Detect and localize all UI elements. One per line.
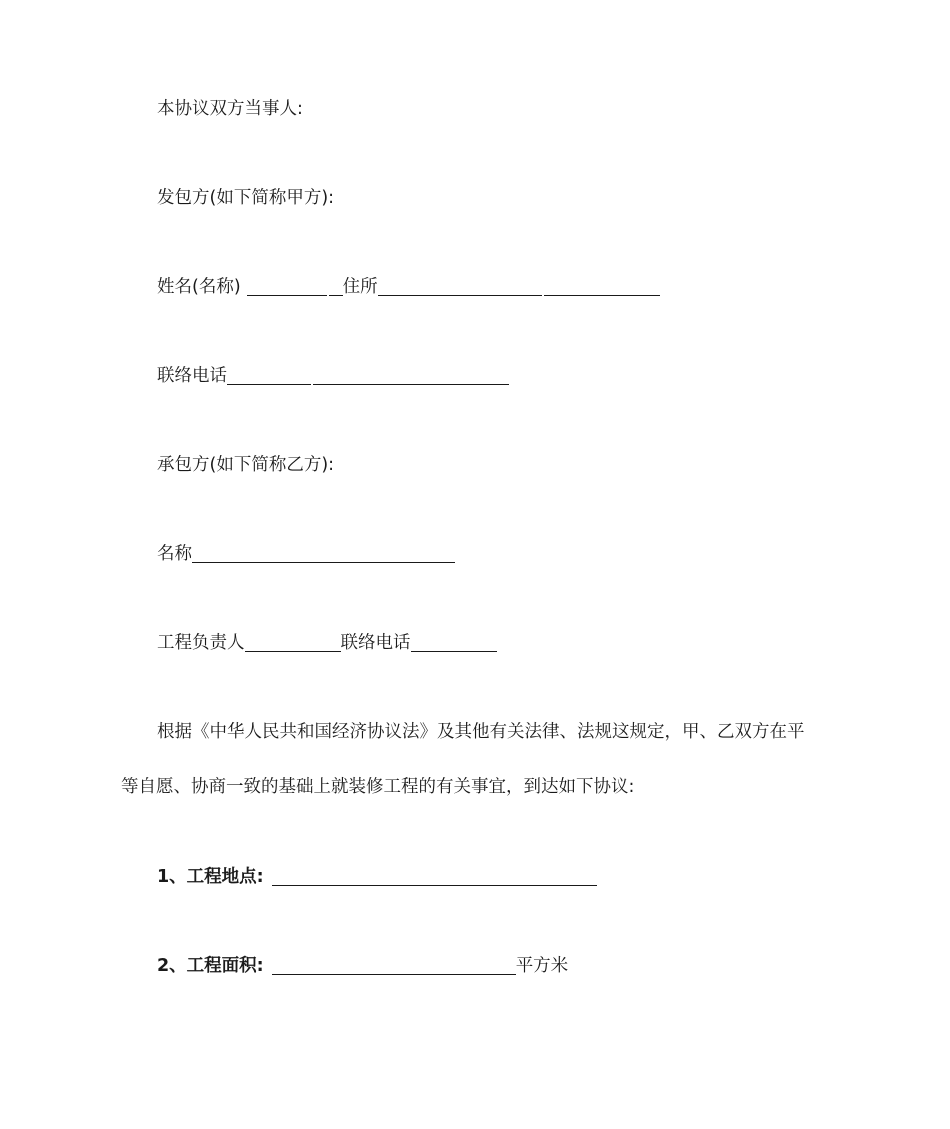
project-manager-phone-label: 联络电话 xyxy=(340,633,411,653)
party-a-address-blank-extra[interactable] xyxy=(544,277,660,296)
agreement-paragraph-line2-text: 等自愿、协商一致的基础上就装修工程的有关事宜，到达如下协议: xyxy=(121,777,635,797)
parties-intro xyxy=(157,98,303,120)
party-a-address-blank[interactable] xyxy=(378,277,542,296)
party-b-heading xyxy=(157,454,334,476)
clause2-label: 2、工程面积: xyxy=(157,956,264,976)
party-a-heading-text: 发包方(如下简称甲方): xyxy=(157,188,335,208)
party-b-heading-text: 承包方(如下简称乙方): xyxy=(157,455,335,475)
clause1-line xyxy=(157,866,597,888)
party-a-name-label: 姓名(名称) xyxy=(157,277,241,297)
party-b-name-blank[interactable] xyxy=(192,544,455,563)
party-a-name-blank[interactable] xyxy=(247,277,327,296)
party-a-address-label: 住所 xyxy=(342,277,378,297)
agreement-paragraph-line2 xyxy=(121,776,634,798)
project-manager-label: 工程负责人 xyxy=(157,633,245,653)
party-b-name-label: 名称 xyxy=(157,544,192,564)
agreement-paragraph-line1 xyxy=(157,721,805,743)
party-b-name-line xyxy=(157,543,455,565)
project-manager-blank[interactable] xyxy=(245,633,341,652)
project-manager-line xyxy=(157,632,497,654)
party-a-phone-label: 联络电话 xyxy=(157,366,227,386)
party-a-name-address-line xyxy=(157,276,660,298)
party-a-phone-blank-extra[interactable] xyxy=(313,366,509,385)
clause2-unit: 平方米 xyxy=(515,956,569,976)
party-a-phone-blank[interactable] xyxy=(227,366,311,385)
agreement-paragraph-line1-text: 根据《中华人民共和国经济协议法》及其他有关法律、法规这规定，甲、乙双方在平 xyxy=(157,722,805,742)
parties-intro-text: 本协议双方当事人: xyxy=(157,99,303,119)
clause2-line xyxy=(157,955,568,977)
clause2-blank[interactable] xyxy=(272,956,516,975)
party-a-phone-line xyxy=(157,365,509,387)
project-manager-phone-blank[interactable] xyxy=(411,633,497,652)
party-a-name-blank-extra[interactable] xyxy=(329,277,343,296)
clause1-label: 1、工程地点: xyxy=(157,867,264,887)
clause1-blank[interactable] xyxy=(272,867,597,886)
party-a-heading xyxy=(157,187,334,209)
